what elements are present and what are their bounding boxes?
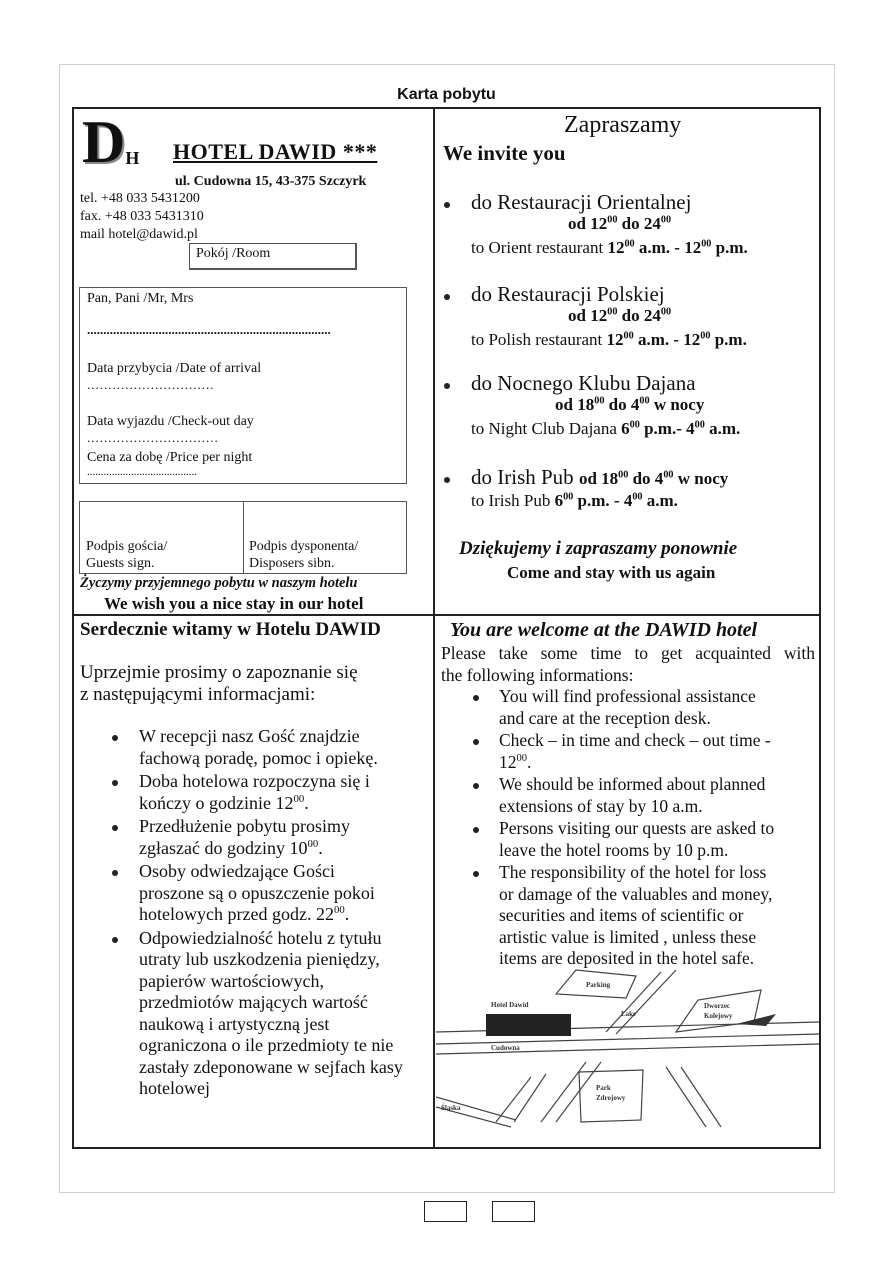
list-item: Osoby odwiedzające Gości proszone są o opuszczenie pokoi hotelowych przed godz. $22^{00}$.	[110, 861, 430, 926]
wish-pl: Życzymy przyjemnego pobytu w naszym hotelu	[80, 575, 358, 591]
list-item: Odpowiedzialność hotelu z tytułu utraty lub uszkodzenia pieniędzy, papierów wartościowych, przedmiotów mających wartość naukową i artystyczną jest ograniczona o ile przedmioty te nie zastały zdeponowane w sejfach kasy hotelowej	[110, 928, 430, 1100]
guest-sign-label-en: Guests sign.	[86, 556, 155, 571]
bullet-icon	[444, 202, 450, 208]
room-field[interactable]	[189, 243, 357, 270]
footer-box-right	[492, 1201, 535, 1222]
map-label-park-2: Zdrojowy	[596, 1094, 626, 1102]
disposer-sign-label-en: Disposers sibn.	[249, 556, 335, 571]
checkout-label: Data wyjazdu /Check-out day	[87, 414, 254, 429]
bullet-icon	[112, 870, 118, 876]
bullet-icon	[473, 739, 479, 745]
list-item: The responsibility of the hotel for loss or damage of the valuables and money, securities and items of scientific or artistic value is limited , unless these items are deposited in the hotel safe.	[470, 862, 815, 970]
welcome-pl-intro: Uprzejmie prosimy o zapoznanie się z następującymi informacjami:	[80, 662, 358, 705]
invite-place-pl: do Restauracji Polskiej	[471, 282, 665, 306]
bullet-icon	[112, 825, 118, 831]
bullet-icon	[112, 735, 118, 741]
invite-hours-pl: od $18^{00}$ do $4^{00}$ w nocy	[555, 395, 705, 414]
invite-hours-en: to Orient restaurant $12^{00}$ a.m. - $12^{00}$ p.m.	[471, 238, 748, 257]
disposer-sign-label-pl: Podpis dysponenta/	[249, 539, 359, 554]
welcome-en-heading: You are welcome at the DAWID hotel	[450, 619, 758, 641]
bullet-icon	[112, 937, 118, 943]
list-item: Przedłużenie pobytu prosimy zgłaszać do godziny $10^{00}$.	[110, 816, 430, 859]
list-item: You will find professional assistance and care at the reception desk.	[470, 686, 815, 729]
name-label: Pan, Pani /Mr, Mrs	[87, 291, 194, 306]
list-item: W recepcji nasz Gość znajdzie fachową poradę, pomoc i opiekę.	[110, 726, 430, 769]
invite-hours-en: to Irish Pub $6^{00}$ p.m. - $4^{00}$ a.m.	[471, 491, 678, 510]
bullet-icon	[473, 871, 479, 877]
guest-sign-label-pl: Podpis gościa/	[86, 539, 168, 554]
bullet-icon	[444, 383, 450, 389]
invite-heading-pl: Zapraszamy	[564, 112, 682, 138]
bullet-icon	[444, 294, 450, 300]
thanks-pl: Dziękujemy i zapraszamy ponownie	[459, 538, 738, 559]
map-label-station: Dworzec	[704, 1002, 731, 1010]
price-field[interactable]: ........................................	[87, 466, 197, 478]
map-label-park: Park	[596, 1084, 611, 1092]
invite-place-pl: do Irish Pub od $18^{00}$ do $4^{00}$ w nocy	[471, 465, 729, 489]
wish-en: We wish you a nice stay in our hotel	[104, 594, 364, 613]
list-item: Persons visiting our quests are asked to leave the hotel rooms by 10 p.m.	[470, 818, 815, 861]
map-label-hotel: Hotel Dawid	[491, 1001, 529, 1009]
name-field[interactable]: ...........................................................................	[87, 322, 331, 337]
welcome-en-list	[470, 686, 815, 970]
welcome-en-intro: Please take some time to get acquainted with the following informations:	[441, 643, 815, 685]
map-label-lake: Lake	[621, 1010, 637, 1018]
logo-h: H	[125, 148, 140, 168]
list-item: We should be informed about planned extensions of stay by 10 a.m.	[470, 774, 815, 817]
price-label: Cena za dobę /Price per night	[87, 450, 253, 465]
logo-d: D	[82, 109, 126, 175]
list-item: Doba hotelowa rozpoczyna się i kończy o godzinie $12^{00}$.	[110, 771, 430, 814]
invite-hours-pl: od $12^{00}$ do $24^{00}$	[568, 214, 672, 233]
map-label-street: Śląska	[441, 1104, 461, 1112]
grid-divider-vertical	[433, 107, 435, 1149]
hotel-logo	[82, 109, 140, 175]
page-title: Karta pobytu	[397, 86, 496, 103]
invite-heading-en: We invite you	[443, 141, 566, 165]
bullet-icon	[473, 695, 479, 701]
invite-place-pl: do Restauracji Orientalnej	[471, 190, 692, 214]
hotel-mail: mail hotel@dawid.pl	[80, 227, 198, 242]
bullet-icon	[473, 827, 479, 833]
disposer-sign-box[interactable]	[243, 501, 407, 574]
invite-hours-pl: od $12^{00}$ do $24^{00}$	[568, 306, 672, 325]
bullet-icon	[473, 783, 479, 789]
invite-hours-en: to Polish restaurant $12^{00}$ a.m. - $12^{00}$ p.m.	[471, 330, 747, 349]
arrival-label: Data przybycia /Date of arrival	[87, 361, 262, 376]
hotel-marker	[486, 1014, 571, 1036]
bullet-icon	[112, 780, 118, 786]
grid-divider-horizontal	[72, 614, 821, 616]
invite-place-pl: do Nocnego Klubu Dajana	[471, 371, 696, 395]
hotel-tel: tel. +48 033 5431200	[80, 191, 200, 206]
location-map	[436, 962, 819, 1147]
footer-box-left	[424, 1201, 467, 1222]
arrival-field[interactable]: ..............................	[87, 377, 215, 392]
hotel-name: HOTEL DAWID ***	[173, 139, 378, 164]
bullet-icon	[444, 477, 450, 483]
guest-sign-box[interactable]	[79, 501, 244, 574]
thanks-en: Come and stay with us again	[507, 563, 716, 582]
map-label-parking: Parking	[586, 981, 611, 989]
room-label: Pokój /Room	[196, 246, 271, 261]
map-label-cudowna: Cudowna	[491, 1044, 520, 1052]
hotel-address: ul. Cudowna 15, 43-375 Szczyrk	[175, 174, 367, 189]
hotel-fax: fax. +48 033 5431310	[80, 209, 204, 224]
welcome-pl-list	[110, 726, 430, 1100]
guest-form	[79, 287, 407, 484]
checkout-field[interactable]: ...............................	[87, 430, 219, 445]
invite-hours-en: to Night Club Dajana $6^{00}$ p.m.- $4^{00}$ a.m.	[471, 419, 741, 438]
list-item: Check – in time and check – out time - $12^{00}$.	[470, 730, 815, 773]
map-label-station-2: Kolejowy	[704, 1012, 733, 1020]
welcome-pl-heading: Serdecznie witamy w Hotelu DAWID	[80, 619, 381, 640]
